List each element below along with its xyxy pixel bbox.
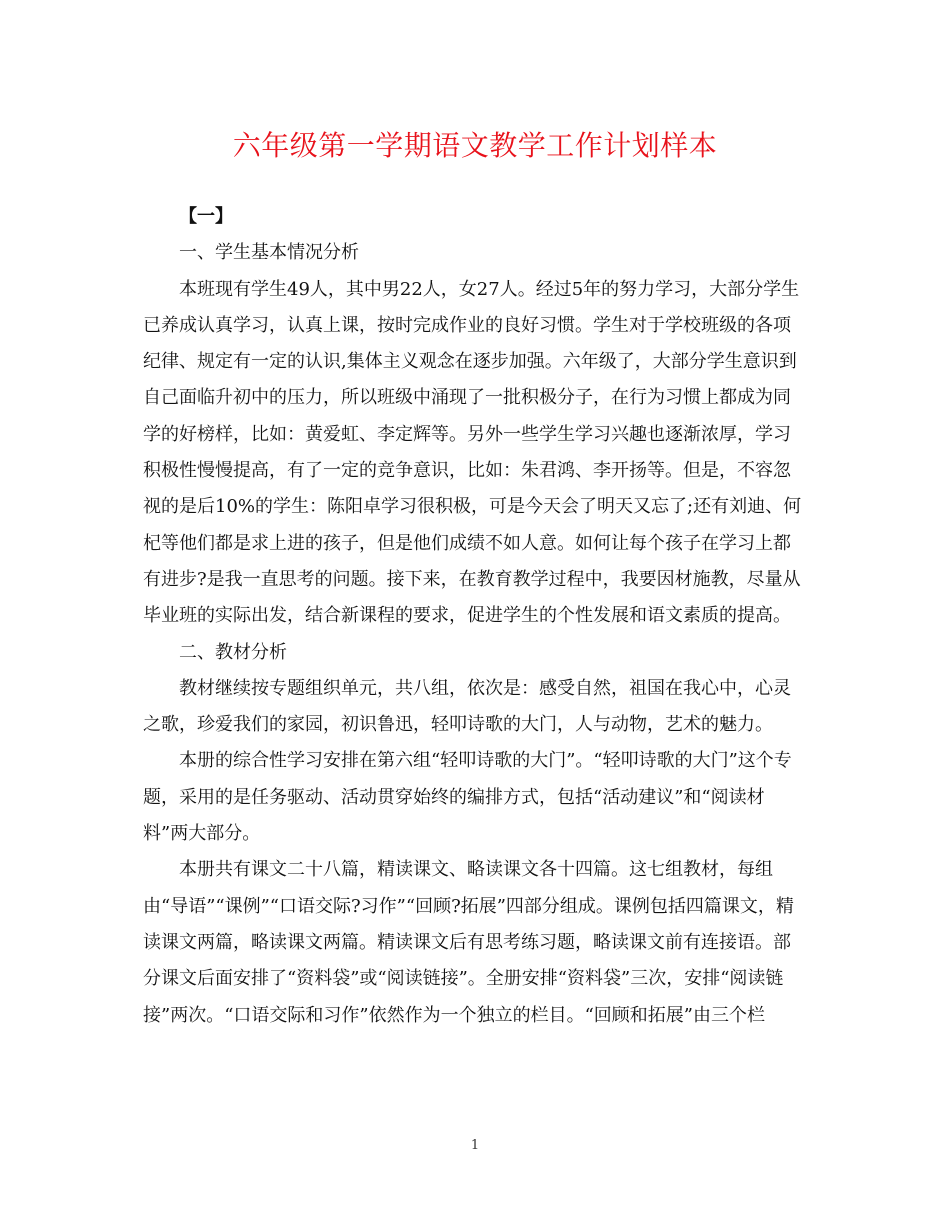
section-marker: 【一】 [179, 206, 233, 227]
heading-textbook-analysis: 二、教材分析 [179, 641, 287, 663]
paragraph-lesson-structure: 本册共有课文二十八篇，精读课文、略读课文各十四篇。这七组教材，每组由“导语”“课例”“口语交际?习作”“回顾?拓展”四部分组成。课例包括四篇课文，精读课文两篇，略读课文两篇。精读课文后有思考练习题，略读课文前有连接语。部分课文后面安排了“资料袋”或“阅读链接”。全册安排“资料袋”三次，安排“阅读链接”两次。“口语交际和习作”依然作为一个独立的栏目。“回顾和拓展”由三个栏 [143, 859, 794, 1026]
document-title: 六年级第一学期语文教学工作计划样本 [232, 129, 718, 162]
paragraph-textbook-units: 教材继续按专题组织单元，共八组，依次是：感受自然，祖国在我心中，心灵之歌，珍爱我们的家园，初识鲁迅，轻叩诗歌的大门，人与动物，艺术的魅力。 [143, 677, 791, 736]
document-body [143, 199, 808, 1034]
heading-student-analysis: 一、学生基本情况分析 [179, 242, 359, 264]
page-number: 1 [470, 1138, 480, 1153]
paragraph-student-analysis: 本班现有学生49人，其中男22人，女27人。经过5年的努力学习，大部分学生已养成认真学习，认真上课，按时完成作业的良好习惯。学生对于学校班级的各项纪律、规定有一定的认识,集体主义观念在逐步加强。六年级了，大部分学生意识到自己面临升初中的压力，所以班级中涌现了一批积极分子，在行为习惯上都成为同学的好榜样，比如：黄爱虹、李定辉等。另外一些学生学习兴趣也逐渐浓厚，学习积极性慢慢提高，有了一定的竞争意识，比如：朱君鸿、李开扬等。但是，不容忽视的是后10%的学生：陈阳卓学习很积极，可是今天会了明天又忘了;还有刘迪、何杞等他们都是求上进的孩子，但是他们成绩不如人意。如何让每个孩子在学习上都有进步?是我一直思考的问题。接下来，在教育教学过程中，我要因材施教，尽量从毕业班的实际出发，结合新课程的要求，促进学生的个性发展和语文素质的提高。 [143, 278, 802, 627]
paragraph-comprehensive-learning: 本册的综合性学习安排在第六组“轻叩诗歌的大门”。“轻叩诗歌的大门”这个专题，采用的是任务驱动、活动贯穿始终的编排方式，包括“活动建议”和“阅读材料”两大部分。 [143, 750, 792, 845]
